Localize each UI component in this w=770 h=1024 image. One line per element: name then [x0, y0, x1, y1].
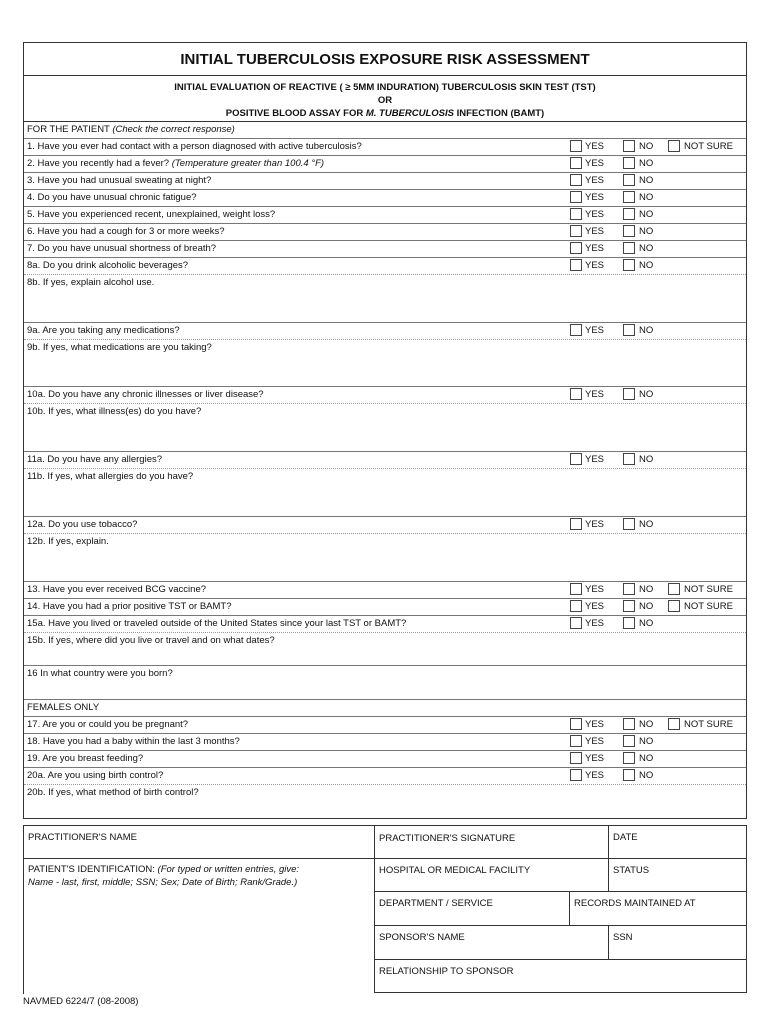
q18-yes-checkbox[interactable] [570, 735, 582, 747]
question-7 [24, 241, 746, 258]
questionnaire [23, 122, 747, 819]
section-females [24, 700, 746, 717]
patient-id-note-1: (For typed or written entries, give: [157, 864, 300, 875]
form-subheading [23, 75, 747, 122]
no-label: NO [639, 736, 654, 747]
question-9b[interactable] [24, 340, 746, 387]
subhead-line-1: INITIAL EVALUATION OF REACTIVE ( ≥ 5MM INDURATION) TUBERCULOSIS SKIN TEST (TST) [174, 82, 596, 93]
question-8b[interactable] [24, 275, 746, 323]
yes-label: YES [585, 519, 605, 530]
q11a-no-checkbox[interactable] [623, 453, 635, 465]
question-7-text: 7. Do you have unusual shortness of breath? [27, 243, 217, 254]
q13-yes-checkbox[interactable] [570, 583, 582, 595]
question-11b-text: 11b. If yes, what allergies do you have? [27, 471, 194, 482]
question-12a-text: 12a. Do you use tobacco? [27, 519, 138, 530]
question-10b-text: 10b. If yes, what illness(es) do you have? [27, 406, 202, 417]
practitioner-signature-label: PRACTITIONER'S SIGNATURE [379, 833, 516, 844]
q2-yes-checkbox[interactable] [570, 157, 582, 169]
question-20b[interactable] [24, 785, 746, 818]
q7-yes-checkbox[interactable] [570, 242, 582, 254]
question-14 [24, 599, 746, 616]
question-13 [24, 582, 746, 599]
status-field[interactable] [608, 858, 747, 892]
no-label: NO [639, 454, 654, 465]
question-1-text: 1. Have you ever had contact with a person diagnosed with active tuberculosis? [27, 141, 362, 152]
q4-yes-checkbox[interactable] [570, 191, 582, 203]
q5-yes-checkbox[interactable] [570, 208, 582, 220]
question-14-text: 14. Have you had a prior positive TST or BAMT? [27, 601, 232, 612]
yes-label: YES [585, 584, 605, 595]
question-17-text: 17. Are you or could you be pregnant? [27, 719, 189, 730]
yes-label: YES [585, 158, 605, 169]
no-label: NO [639, 389, 654, 400]
question-2-text: 2. Have you recently had a fever? [27, 158, 170, 169]
q12a-no-checkbox[interactable] [623, 518, 635, 530]
patient-identification-field[interactable] [23, 858, 375, 994]
q9a-yes-checkbox[interactable] [570, 324, 582, 336]
question-9a-text: 9a. Are you taking any medications? [27, 325, 180, 336]
question-11a [24, 452, 746, 469]
question-11a-text: 11a. Do you have any allergies? [27, 454, 163, 465]
no-label: NO [639, 243, 654, 254]
section-patient-note: (Check the correct response) [112, 124, 235, 135]
question-6 [24, 224, 746, 241]
question-20a-text: 20a. Are you using birth control? [27, 770, 164, 781]
date-label: DATE [613, 832, 638, 843]
question-20b-text: 20b. If yes, what method of birth control? [27, 787, 199, 798]
question-19-text: 19. Are you breast feeding? [27, 753, 144, 764]
no-label: NO [639, 226, 654, 237]
yes-label: YES [585, 736, 605, 747]
no-label: NO [639, 158, 654, 169]
question-8a [24, 258, 746, 275]
question-1 [24, 139, 746, 156]
yes-label: YES [585, 226, 605, 237]
no-label: NO [639, 719, 654, 730]
q11a-yes-checkbox[interactable] [570, 453, 582, 465]
question-12b-text: 12b. If yes, explain. [27, 536, 109, 547]
relationship-field[interactable] [374, 959, 747, 993]
question-2 [24, 156, 746, 173]
relationship-label: RELATIONSHIP TO SPONSOR [379, 966, 514, 977]
not-sure-label: NOT SURE [684, 584, 733, 595]
section-patient-label: FOR THE PATIENT [27, 124, 110, 135]
q15a-yes-checkbox[interactable] [570, 617, 582, 629]
question-3-text: 3. Have you had unusual sweating at night? [27, 175, 212, 186]
not-sure-label: NOT SURE [684, 141, 733, 152]
question-4 [24, 190, 746, 207]
q10a-no-checkbox[interactable] [623, 388, 635, 400]
q12a-yes-checkbox[interactable] [570, 518, 582, 530]
q17-yes-checkbox[interactable] [570, 718, 582, 730]
question-17 [24, 717, 746, 734]
records-label: RECORDS MAINTAINED AT [574, 898, 696, 909]
no-label: NO [639, 209, 654, 220]
question-11b[interactable] [24, 469, 746, 517]
yes-label: YES [585, 601, 605, 612]
subhead-line-3-em: M. TUBERCULOSIS [365, 108, 454, 119]
q6-yes-checkbox[interactable] [570, 225, 582, 237]
q1-yes-checkbox[interactable] [570, 140, 582, 152]
question-16-text: 16 In what country were you born? [27, 668, 173, 679]
form-number: NAVMED 6224/7 (08-2008) [23, 996, 139, 1007]
practitioner-name-field[interactable] [23, 825, 375, 859]
patient-id-note-2: Name - last, first, middle; SSN; Sex; Date of Birth; Rank/Grade.) [28, 877, 298, 888]
question-15b-text: 15b. If yes, where did you live or travel and on what dates? [27, 635, 275, 646]
q3-no-checkbox[interactable] [623, 174, 635, 186]
patient-id-label: PATIENT'S IDENTIFICATION: [28, 864, 155, 875]
department-field[interactable] [374, 891, 570, 926]
q20a-no-checkbox[interactable] [623, 769, 635, 781]
question-15a-text: 15a. Have you lived or traveled outside of the United States since your last TST or BAMT? [27, 618, 407, 629]
q14-yes-checkbox[interactable] [570, 600, 582, 612]
question-9b-text: 9b. If yes, what medications are you taking? [27, 342, 212, 353]
q2-no-checkbox[interactable] [623, 157, 635, 169]
q9a-no-checkbox[interactable] [623, 324, 635, 336]
not-sure-label: NOT SURE [684, 719, 733, 730]
question-19 [24, 751, 746, 768]
subhead-line-2: OR [377, 95, 393, 106]
question-5-text: 5. Have you experienced recent, unexplained, weight loss? [27, 209, 276, 220]
date-field[interactable] [608, 825, 747, 859]
no-label: NO [639, 260, 654, 271]
question-8b-text: 8b. If yes, explain alcohol use. [27, 277, 155, 288]
q14-not-sure-checkbox[interactable] [668, 600, 680, 612]
q8a-no-checkbox[interactable] [623, 259, 635, 271]
question-15a [24, 616, 746, 633]
q20a-yes-checkbox[interactable] [570, 769, 582, 781]
yes-label: YES [585, 389, 605, 400]
ssn-label: SSN [613, 932, 633, 943]
not-sure-label: NOT SURE [684, 601, 733, 612]
no-label: NO [639, 325, 654, 336]
yes-label: YES [585, 260, 605, 271]
question-5 [24, 207, 746, 224]
yes-label: YES [585, 618, 605, 629]
question-18-text: 18. Have you had a baby within the last 3 months? [27, 736, 240, 747]
yes-label: YES [585, 141, 605, 152]
practitioner-name-label: PRACTITIONER'S NAME [28, 832, 137, 843]
question-8a-text: 8a. Do you drink alcoholic beverages? [27, 260, 189, 271]
q1-not-sure-checkbox[interactable] [668, 140, 680, 152]
q4-no-checkbox[interactable] [623, 191, 635, 203]
yes-label: YES [585, 243, 605, 254]
yes-label: YES [585, 209, 605, 220]
q13-no-checkbox[interactable] [623, 583, 635, 595]
q19-yes-checkbox[interactable] [570, 752, 582, 764]
q3-yes-checkbox[interactable] [570, 174, 582, 186]
no-label: NO [639, 175, 654, 186]
hospital-field[interactable] [374, 858, 609, 892]
no-label: NO [639, 753, 654, 764]
no-label: NO [639, 601, 654, 612]
status-label: STATUS [613, 865, 650, 876]
q6-no-checkbox[interactable] [623, 225, 635, 237]
yes-label: YES [585, 770, 605, 781]
form-title: INITIAL TUBERCULOSIS EXPOSURE RISK ASSESSMENT [23, 42, 747, 75]
no-label: NO [639, 519, 654, 530]
question-10b[interactable] [24, 404, 746, 452]
question-10a [24, 387, 746, 404]
yes-label: YES [585, 753, 605, 764]
no-label: NO [639, 141, 654, 152]
q10a-yes-checkbox[interactable] [570, 388, 582, 400]
yes-label: YES [585, 325, 605, 336]
question-18 [24, 734, 746, 751]
no-label: NO [639, 192, 654, 203]
ssn-field[interactable] [608, 925, 747, 960]
question-2-note: (Temperature greater than 100.4 °F) [171, 158, 325, 169]
subhead-line-3-pre: POSITIVE BLOOD ASSAY FOR [225, 108, 366, 119]
yes-label: YES [585, 454, 605, 465]
practitioner-signature-field[interactable] [374, 825, 609, 859]
q15a-no-checkbox[interactable] [623, 617, 635, 629]
question-6-text: 6. Have you had a cough for 3 or more weeks? [27, 226, 225, 237]
question-12a [24, 517, 746, 534]
q8a-yes-checkbox[interactable] [570, 259, 582, 271]
yes-label: YES [585, 175, 605, 186]
q17-no-checkbox[interactable] [623, 718, 635, 730]
records-maintained-field[interactable] [569, 891, 747, 926]
question-16[interactable] [24, 666, 746, 700]
question-4-text: 4. Do you have unusual chronic fatigue? [27, 192, 197, 203]
department-label: DEPARTMENT / SERVICE [379, 898, 493, 909]
no-label: NO [639, 770, 654, 781]
section-patient [24, 122, 746, 139]
sponsor-name-label: SPONSOR'S NAME [379, 932, 465, 943]
section-females-label: FEMALES ONLY [27, 702, 100, 713]
q17-not-sure-checkbox[interactable] [668, 718, 680, 730]
q1-no-checkbox[interactable] [623, 140, 635, 152]
subhead-line-3 [24, 107, 746, 120]
q14-no-checkbox[interactable] [623, 600, 635, 612]
subhead-line-3-post: INFECTION (BAMT) [453, 108, 545, 119]
question-20a [24, 768, 746, 785]
question-10a-text: 10a. Do you have any chronic illnesses or liver disease? [27, 389, 264, 400]
yes-label: YES [585, 192, 605, 203]
question-9a [24, 323, 746, 340]
q18-no-checkbox[interactable] [623, 735, 635, 747]
hospital-label: HOSPITAL OR MEDICAL FACILITY [379, 865, 531, 876]
q19-no-checkbox[interactable] [623, 752, 635, 764]
question-13-text: 13. Have you ever received BCG vaccine? [27, 584, 207, 595]
no-label: NO [639, 584, 654, 595]
question-12b[interactable] [24, 534, 746, 582]
sponsor-name-field[interactable] [374, 925, 609, 960]
no-label: NO [639, 618, 654, 629]
question-3 [24, 173, 746, 190]
q13-not-sure-checkbox[interactable] [668, 583, 680, 595]
yes-label: YES [585, 719, 605, 730]
q5-no-checkbox[interactable] [623, 208, 635, 220]
question-15b[interactable] [24, 633, 746, 666]
q7-no-checkbox[interactable] [623, 242, 635, 254]
